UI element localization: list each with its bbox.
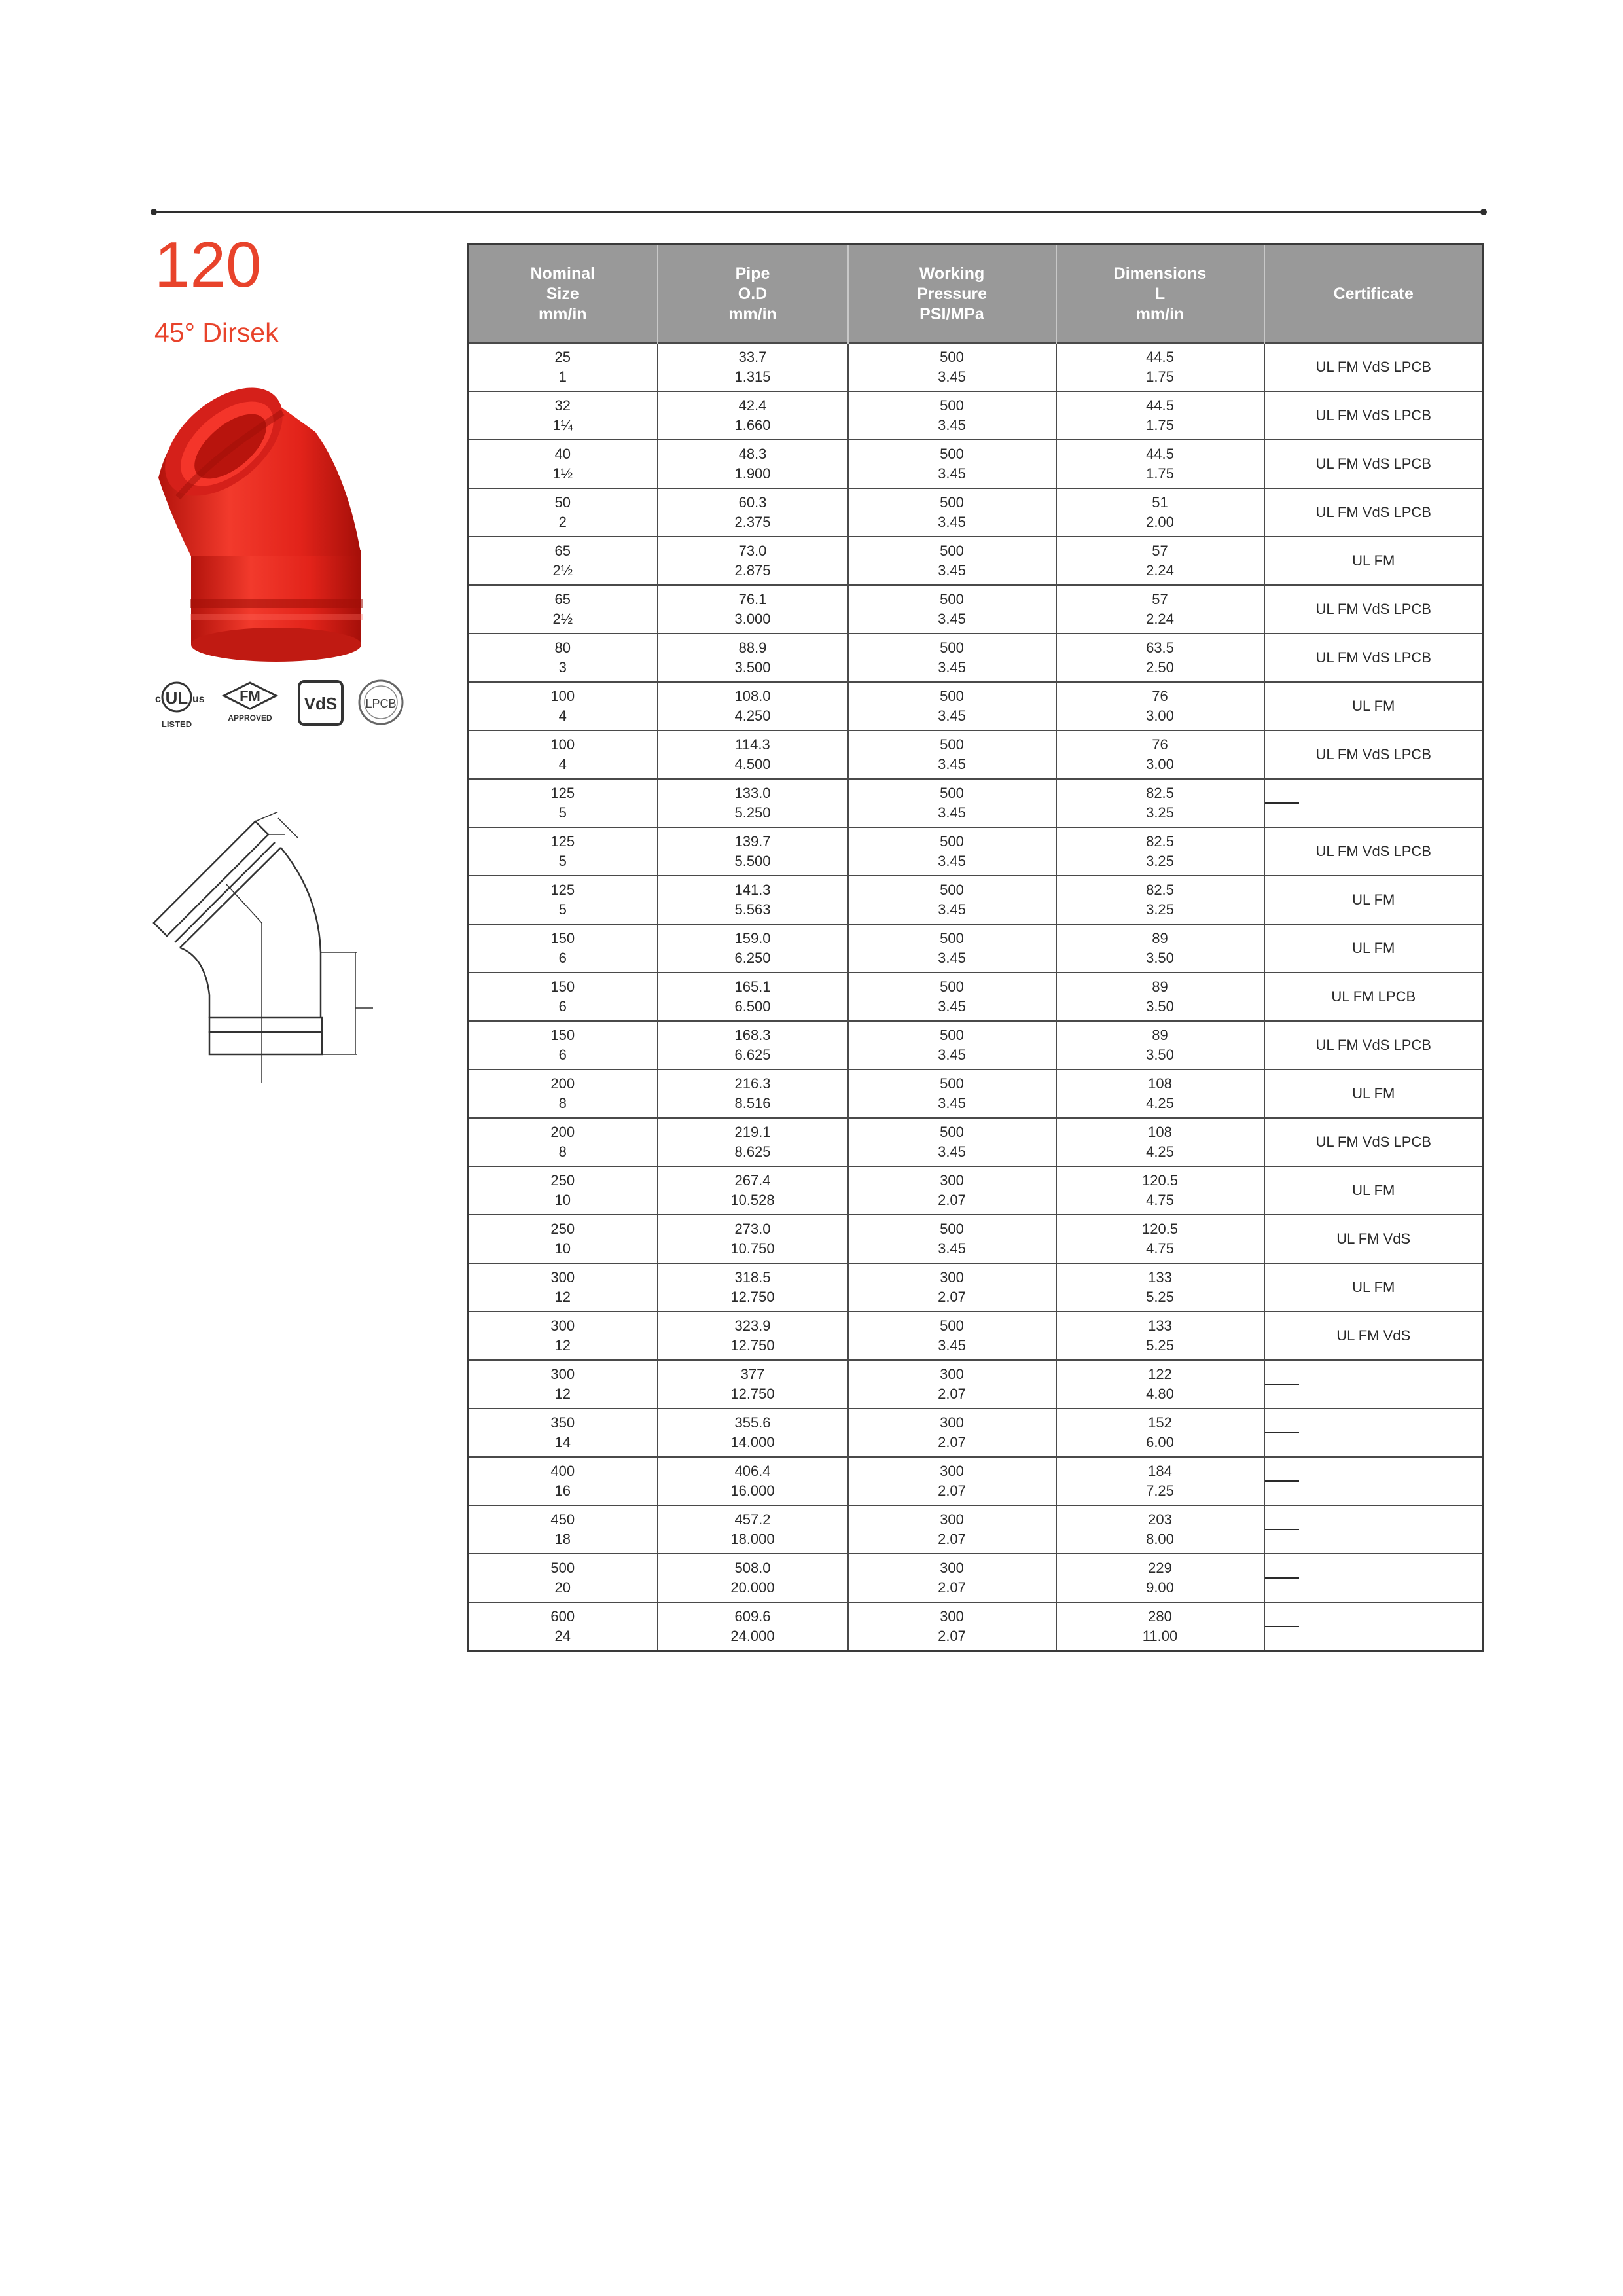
cell-working-pressure: 500 3.45: [848, 973, 1056, 1021]
cell-working-pressure: 500 3.45: [848, 1021, 1056, 1069]
cell-working-pressure: 500 3.45: [848, 1118, 1056, 1166]
cell-pipe-od: 114.3 4.500: [658, 730, 848, 779]
cell-working-pressure: 500 3.45: [848, 391, 1056, 440]
cell-dimension-l: 229 9.00: [1056, 1554, 1264, 1602]
cell-nominal-size: 200 8: [468, 1069, 658, 1118]
cell-nominal-size: 300 12: [468, 1312, 658, 1360]
cell-certificate: UL FM VdS LPCB: [1264, 827, 1484, 876]
cell-nominal-size: 100 4: [468, 682, 658, 730]
cell-pipe-od: 406.4 16.000: [658, 1457, 848, 1505]
cell-pipe-od: 76.1 3.000: [658, 585, 848, 634]
cell-working-pressure: 300 2.07: [848, 1408, 1056, 1457]
table-row: [468, 585, 1484, 634]
cell-nominal-size: 200 8: [468, 1118, 658, 1166]
cell-working-pressure: 500 3.45: [848, 1215, 1056, 1263]
cell-pipe-od: 267.4 10.528: [658, 1166, 848, 1215]
cell-dimension-l: 89 3.50: [1056, 973, 1264, 1021]
cell-pipe-od: 139.7 5.500: [658, 827, 848, 876]
cell-certificate: [1264, 1602, 1484, 1651]
ul-listed-mark: [155, 683, 205, 729]
no-certificate-dash: [1265, 802, 1299, 804]
table-row: [468, 440, 1484, 488]
cell-dimension-l: 184 7.25: [1056, 1457, 1264, 1505]
cell-certificate: UL FM VdS: [1264, 1312, 1484, 1360]
svg-text:APPROVED: APPROVED: [228, 713, 272, 723]
top-rule: [154, 211, 1484, 213]
table-row: [468, 1118, 1484, 1166]
cell-dimension-l: 57 2.24: [1056, 537, 1264, 585]
cell-pipe-od: 108.0 4.250: [658, 682, 848, 730]
cell-dimension-l: 44.5 1.75: [1056, 391, 1264, 440]
table-row: [468, 1360, 1484, 1408]
cell-certificate: UL FM: [1264, 682, 1484, 730]
cell-certificate: [1264, 1457, 1484, 1505]
cell-pipe-od: 273.0 10.750: [658, 1215, 848, 1263]
cell-working-pressure: 500 3.45: [848, 537, 1056, 585]
cell-dimension-l: 82.5 3.25: [1056, 876, 1264, 924]
table-row: [468, 343, 1484, 391]
table-row: [468, 876, 1484, 924]
svg-text:VdS: VdS: [304, 694, 338, 713]
cell-dimension-l: 89 3.50: [1056, 924, 1264, 973]
cell-nominal-size: 250 10: [468, 1215, 658, 1263]
table-header-row: [468, 245, 1484, 344]
cell-pipe-od: 377 12.750: [658, 1360, 848, 1408]
header-certificate: Certificate: [1264, 245, 1484, 344]
table-row: [468, 1457, 1484, 1505]
cell-dimension-l: 44.5 1.75: [1056, 343, 1264, 391]
cell-certificate: UL FM VdS LPCB: [1264, 1118, 1484, 1166]
cell-nominal-size: 500 20: [468, 1554, 658, 1602]
cell-dimension-l: 57 2.24: [1056, 585, 1264, 634]
cell-working-pressure: 300 2.07: [848, 1166, 1056, 1215]
table-row: [468, 730, 1484, 779]
cell-dimension-l: 108 4.25: [1056, 1118, 1264, 1166]
cell-certificate: UL FM: [1264, 537, 1484, 585]
cell-dimension-l: 82.5 3.25: [1056, 779, 1264, 827]
cell-working-pressure: 300 2.07: [848, 1360, 1056, 1408]
table-row: [468, 1215, 1484, 1263]
cell-working-pressure: 500 3.45: [848, 730, 1056, 779]
table-row: [468, 973, 1484, 1021]
cell-working-pressure: 300 2.07: [848, 1554, 1056, 1602]
cell-dimension-l: 76 3.00: [1056, 730, 1264, 779]
cell-nominal-size: 40 1½: [468, 440, 658, 488]
product-photo: [152, 386, 368, 668]
no-certificate-dash: [1265, 1577, 1299, 1579]
cell-working-pressure: 500 3.45: [848, 343, 1056, 391]
cell-certificate: [1264, 1554, 1484, 1602]
cell-working-pressure: 500 3.45: [848, 585, 1056, 634]
no-certificate-dash: [1265, 1626, 1299, 1627]
cell-working-pressure: 500 3.45: [848, 1312, 1056, 1360]
cell-certificate: UL FM VdS LPCB: [1264, 391, 1484, 440]
svg-text:us: us: [192, 694, 205, 705]
dimension-drawing: [147, 812, 389, 1086]
cell-dimension-l: 122 4.80: [1056, 1360, 1264, 1408]
cell-working-pressure: 500 3.45: [848, 440, 1056, 488]
header-nominal-size: Nominal Size mm/in: [468, 245, 658, 344]
cell-nominal-size: 25 1: [468, 343, 658, 391]
cell-working-pressure: 500 3.45: [848, 779, 1056, 827]
cell-dimension-l: 51 2.00: [1056, 488, 1264, 537]
table-row: [468, 634, 1484, 682]
cell-pipe-od: 219.1 8.625: [658, 1118, 848, 1166]
cell-dimension-l: 120.5 4.75: [1056, 1166, 1264, 1215]
cell-nominal-size: 125 5: [468, 876, 658, 924]
cell-working-pressure: 500 3.45: [848, 876, 1056, 924]
cell-working-pressure: 300 2.07: [848, 1505, 1056, 1554]
cell-nominal-size: 300 12: [468, 1263, 658, 1312]
cell-pipe-od: 323.9 12.750: [658, 1312, 848, 1360]
cell-nominal-size: 150 6: [468, 1021, 658, 1069]
cell-pipe-od: 216.3 8.516: [658, 1069, 848, 1118]
table-row: [468, 1505, 1484, 1554]
cell-dimension-l: 133 5.25: [1056, 1263, 1264, 1312]
svg-text:UL: UL: [165, 688, 188, 708]
cell-pipe-od: 48.3 1.900: [658, 440, 848, 488]
lpcb-mark: [359, 681, 402, 724]
cell-nominal-size: 50 2: [468, 488, 658, 537]
table-row: [468, 779, 1484, 827]
cell-working-pressure: 500 3.45: [848, 634, 1056, 682]
cell-certificate: UL FM VdS LPCB: [1264, 634, 1484, 682]
cell-certificate: UL FM VdS LPCB: [1264, 585, 1484, 634]
cell-pipe-od: 141.3 5.563: [658, 876, 848, 924]
approval-marks: [152, 677, 414, 740]
cell-nominal-size: 100 4: [468, 730, 658, 779]
cell-certificate: UL FM LPCB: [1264, 973, 1484, 1021]
cell-pipe-od: 609.6 24.000: [658, 1602, 848, 1651]
cell-dimension-l: 108 4.25: [1056, 1069, 1264, 1118]
cell-pipe-od: 159.0 6.250: [658, 924, 848, 973]
rule-endpoint-right: [1480, 209, 1487, 215]
cell-nominal-size: 125 5: [468, 827, 658, 876]
cell-certificate: UL FM: [1264, 924, 1484, 973]
cell-working-pressure: 500 3.45: [848, 488, 1056, 537]
cell-dimension-l: 280 11.00: [1056, 1602, 1264, 1651]
cell-nominal-size: 32 1¼: [468, 391, 658, 440]
cell-certificate: UL FM: [1264, 1166, 1484, 1215]
svg-text:c: c: [155, 694, 161, 705]
table-row: [468, 1602, 1484, 1651]
cell-pipe-od: 133.0 5.250: [658, 779, 848, 827]
cell-nominal-size: 300 12: [468, 1360, 658, 1408]
cell-nominal-size: 400 16: [468, 1457, 658, 1505]
cell-certificate: UL FM VdS LPCB: [1264, 488, 1484, 537]
cell-working-pressure: 500 3.45: [848, 924, 1056, 973]
cell-pipe-od: 73.0 2.875: [658, 537, 848, 585]
table-row: [468, 1554, 1484, 1602]
product-name: 45° Dirsek: [154, 317, 279, 348]
cell-pipe-od: 457.2 18.000: [658, 1505, 848, 1554]
table-row: [468, 1021, 1484, 1069]
cell-pipe-od: 355.6 14.000: [658, 1408, 848, 1457]
table-row: [468, 1166, 1484, 1215]
cell-dimension-l: 89 3.50: [1056, 1021, 1264, 1069]
table-row: [468, 1312, 1484, 1360]
svg-text:LISTED: LISTED: [161, 719, 192, 729]
cell-certificate: UL FM VdS LPCB: [1264, 440, 1484, 488]
cell-certificate: UL FM VdS LPCB: [1264, 1021, 1484, 1069]
cell-dimension-l: 82.5 3.25: [1056, 827, 1264, 876]
table-row: [468, 391, 1484, 440]
table-row: [468, 1408, 1484, 1457]
cell-certificate: [1264, 1360, 1484, 1408]
table-row: [468, 488, 1484, 537]
cell-dimension-l: 133 5.25: [1056, 1312, 1264, 1360]
cell-pipe-od: 168.3 6.625: [658, 1021, 848, 1069]
cell-nominal-size: 125 5: [468, 779, 658, 827]
cell-dimension-l: 63.5 2.50: [1056, 634, 1264, 682]
cell-pipe-od: 88.9 3.500: [658, 634, 848, 682]
cell-certificate: UL FM VdS LPCB: [1264, 730, 1484, 779]
cell-dimension-l: 152 6.00: [1056, 1408, 1264, 1457]
cell-dimension-l: 44.5 1.75: [1056, 440, 1264, 488]
svg-text:FM: FM: [240, 688, 260, 704]
cell-pipe-od: 42.4 1.660: [658, 391, 848, 440]
cell-pipe-od: 60.3 2.375: [658, 488, 848, 537]
header-working-pressure: Working Pressure PSI/MPa: [848, 245, 1056, 344]
table-row: [468, 682, 1484, 730]
cell-working-pressure: 500 3.45: [848, 682, 1056, 730]
no-certificate-dash: [1265, 1480, 1299, 1482]
cell-nominal-size: 150 6: [468, 973, 658, 1021]
cell-nominal-size: 65 2½: [468, 585, 658, 634]
dimensions-table: [467, 243, 1484, 1652]
cell-pipe-od: 318.5 12.750: [658, 1263, 848, 1312]
vds-mark: [299, 681, 342, 725]
table-row: [468, 924, 1484, 973]
header-dimensions: Dimensions L mm/in: [1056, 245, 1264, 344]
cell-pipe-od: 508.0 20.000: [658, 1554, 848, 1602]
table-row: [468, 827, 1484, 876]
table-row: [468, 1263, 1484, 1312]
cell-certificate: [1264, 1505, 1484, 1554]
cell-certificate: UL FM VdS LPCB: [1264, 343, 1484, 391]
no-certificate-dash: [1265, 1432, 1299, 1433]
cell-dimension-l: 203 8.00: [1056, 1505, 1264, 1554]
cell-dimension-l: 120.5 4.75: [1056, 1215, 1264, 1263]
svg-text:LPCB: LPCB: [365, 697, 397, 710]
cell-certificate: UL FM: [1264, 1263, 1484, 1312]
cell-working-pressure: 300 2.07: [848, 1602, 1056, 1651]
no-certificate-dash: [1265, 1384, 1299, 1385]
cell-certificate: UL FM: [1264, 1069, 1484, 1118]
cell-working-pressure: 300 2.07: [848, 1263, 1056, 1312]
cell-nominal-size: 150 6: [468, 924, 658, 973]
table-row: [468, 1069, 1484, 1118]
cell-working-pressure: 300 2.07: [848, 1457, 1056, 1505]
header-pipe-od: Pipe O.D mm/in: [658, 245, 848, 344]
cell-certificate: UL FM VdS: [1264, 1215, 1484, 1263]
cell-working-pressure: 500 3.45: [848, 827, 1056, 876]
cell-nominal-size: 350 14: [468, 1408, 658, 1457]
cell-certificate: UL FM: [1264, 876, 1484, 924]
cell-pipe-od: 33.7 1.315: [658, 343, 848, 391]
cell-pipe-od: 165.1 6.500: [658, 973, 848, 1021]
cell-nominal-size: 600 24: [468, 1602, 658, 1651]
cell-working-pressure: 500 3.45: [848, 1069, 1056, 1118]
cell-nominal-size: 65 2½: [468, 537, 658, 585]
no-certificate-dash: [1265, 1529, 1299, 1530]
cell-certificate: [1264, 1408, 1484, 1457]
cell-nominal-size: 80 3: [468, 634, 658, 682]
fm-approved-mark: [224, 683, 276, 723]
cell-nominal-size: 250 10: [468, 1166, 658, 1215]
product-number: 120: [154, 228, 262, 300]
cell-certificate: [1264, 779, 1484, 827]
cell-dimension-l: 76 3.00: [1056, 682, 1264, 730]
rule-endpoint-left: [151, 209, 157, 215]
cell-nominal-size: 450 18: [468, 1505, 658, 1554]
table-row: [468, 537, 1484, 585]
